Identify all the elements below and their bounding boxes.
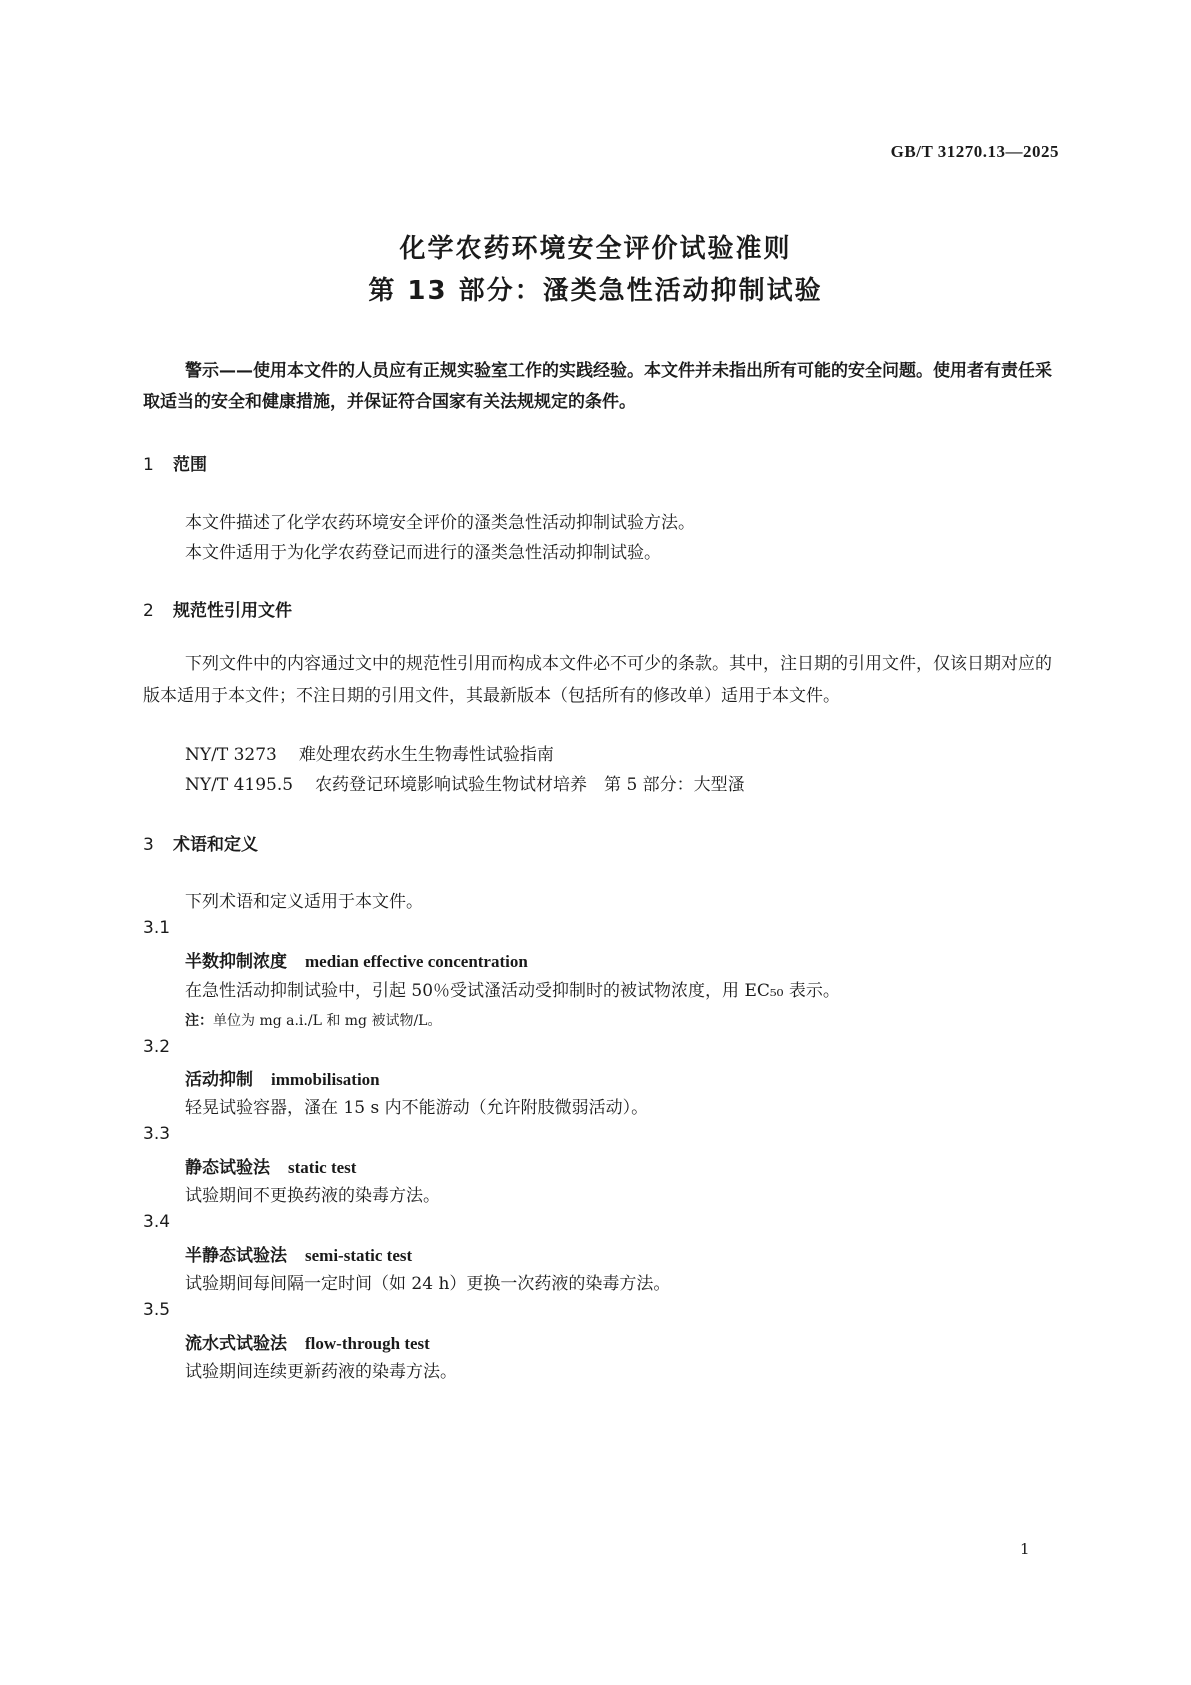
term-title <box>185 1065 380 1090</box>
section-title: 术语和定义 <box>173 835 258 855</box>
term-zh: 半静态试验法 <box>185 1246 287 1266</box>
term-title <box>185 1153 356 1178</box>
section-heading-references <box>143 596 292 621</box>
reference-code: NY/T 4195.5 <box>185 775 294 795</box>
term-title <box>185 1329 430 1354</box>
term-en: median effective concentration <box>305 952 528 971</box>
section-number: 1 <box>143 455 154 475</box>
term-en: flow-through test <box>305 1334 430 1353</box>
document-title-line1: 化学农药环境安全评价试验准则 <box>399 234 792 264</box>
reference-item <box>185 770 745 795</box>
term-number: 3.5 <box>143 1300 171 1320</box>
page-number: 1 <box>1020 1540 1030 1558</box>
references-intro: 下列文件中的内容通过文中的规范性引用而构成本文件必不可少的条款。其中，注日期的引用文件，仅该日期对应的版本适用于本文件；不注日期的引用文件，其最新版本（包括所有的修改单）适用于本文件。 <box>143 654 1052 706</box>
section-heading-scope <box>143 450 207 475</box>
term-number: 3.2 <box>143 1037 171 1057</box>
term-en: static test <box>288 1158 357 1177</box>
section-heading-terms <box>143 830 258 855</box>
term-number: 3.3 <box>143 1124 171 1144</box>
term-definition: 试验期间每间隔一定时间（如 24 h）更换一次药液的染毒方法。 <box>185 1274 671 1294</box>
term-definition: 轻晃试验容器，溞在 15 s 内不能游动（允许附肢微弱活动）。 <box>185 1098 649 1118</box>
section-title: 范围 <box>173 455 207 475</box>
term-title <box>185 947 528 972</box>
section-number: 2 <box>143 601 154 621</box>
term-number: 3.1 <box>143 918 171 938</box>
reference-item <box>185 740 554 765</box>
term-zh: 静态试验法 <box>185 1158 270 1178</box>
section-number: 3 <box>143 835 154 855</box>
note-label: 注： <box>185 1013 213 1029</box>
term-number: 3.4 <box>143 1212 171 1232</box>
scope-line-2: 本文件适用于为化学农药登记而进行的溞类急性活动抑制试验。 <box>185 543 661 563</box>
term-definition: 试验期间连续更新药液的染毒方法。 <box>185 1362 457 1382</box>
reference-title: 难处理农药水生生物毒性试验指南 <box>298 745 554 765</box>
note-text: 单位为 mg a.i./L 和 mg 被试物/L。 <box>213 1013 442 1029</box>
term-title <box>185 1241 412 1266</box>
term-definition: 试验期间不更换药液的染毒方法。 <box>185 1186 440 1206</box>
term-zh: 流水式试验法 <box>185 1334 287 1354</box>
terms-intro: 下列术语和定义适用于本文件。 <box>185 892 423 912</box>
term-note <box>185 1010 441 1030</box>
term-en: immobilisation <box>271 1070 380 1089</box>
section-title: 规范性引用文件 <box>173 601 292 621</box>
term-definition: 在急性活动抑制试验中，引起 50％受试溞活动受抑制时的被试物浓度，用 EC₅₀ 表示。 <box>185 981 840 1001</box>
scope-line-1: 本文件描述了化学农药环境安全评价的溞类急性活动抑制试验方法。 <box>185 513 695 533</box>
standard-code: GB/T 31270.13—2025 <box>890 142 1059 161</box>
term-zh: 活动抑制 <box>185 1070 253 1090</box>
term-en: semi-static test <box>305 1246 413 1265</box>
warning-paragraph: 警示——使用本文件的人员应有正规实验室工作的实践经验。本文件并未指出所有可能的安全问题。使用者有责任采取适当的安全和健康措施，并保证符合国家有关法规规定的条件。 <box>143 361 1052 412</box>
term-zh: 半数抑制浓度 <box>185 952 287 972</box>
document-title-line2: 第 13 部分：溞类急性活动抑制试验 <box>368 276 823 306</box>
reference-code: NY/T 3273 <box>185 745 277 765</box>
reference-title: 农药登记环境影响试验生物试材培养 第 5 部分：大型溞 <box>315 775 745 795</box>
